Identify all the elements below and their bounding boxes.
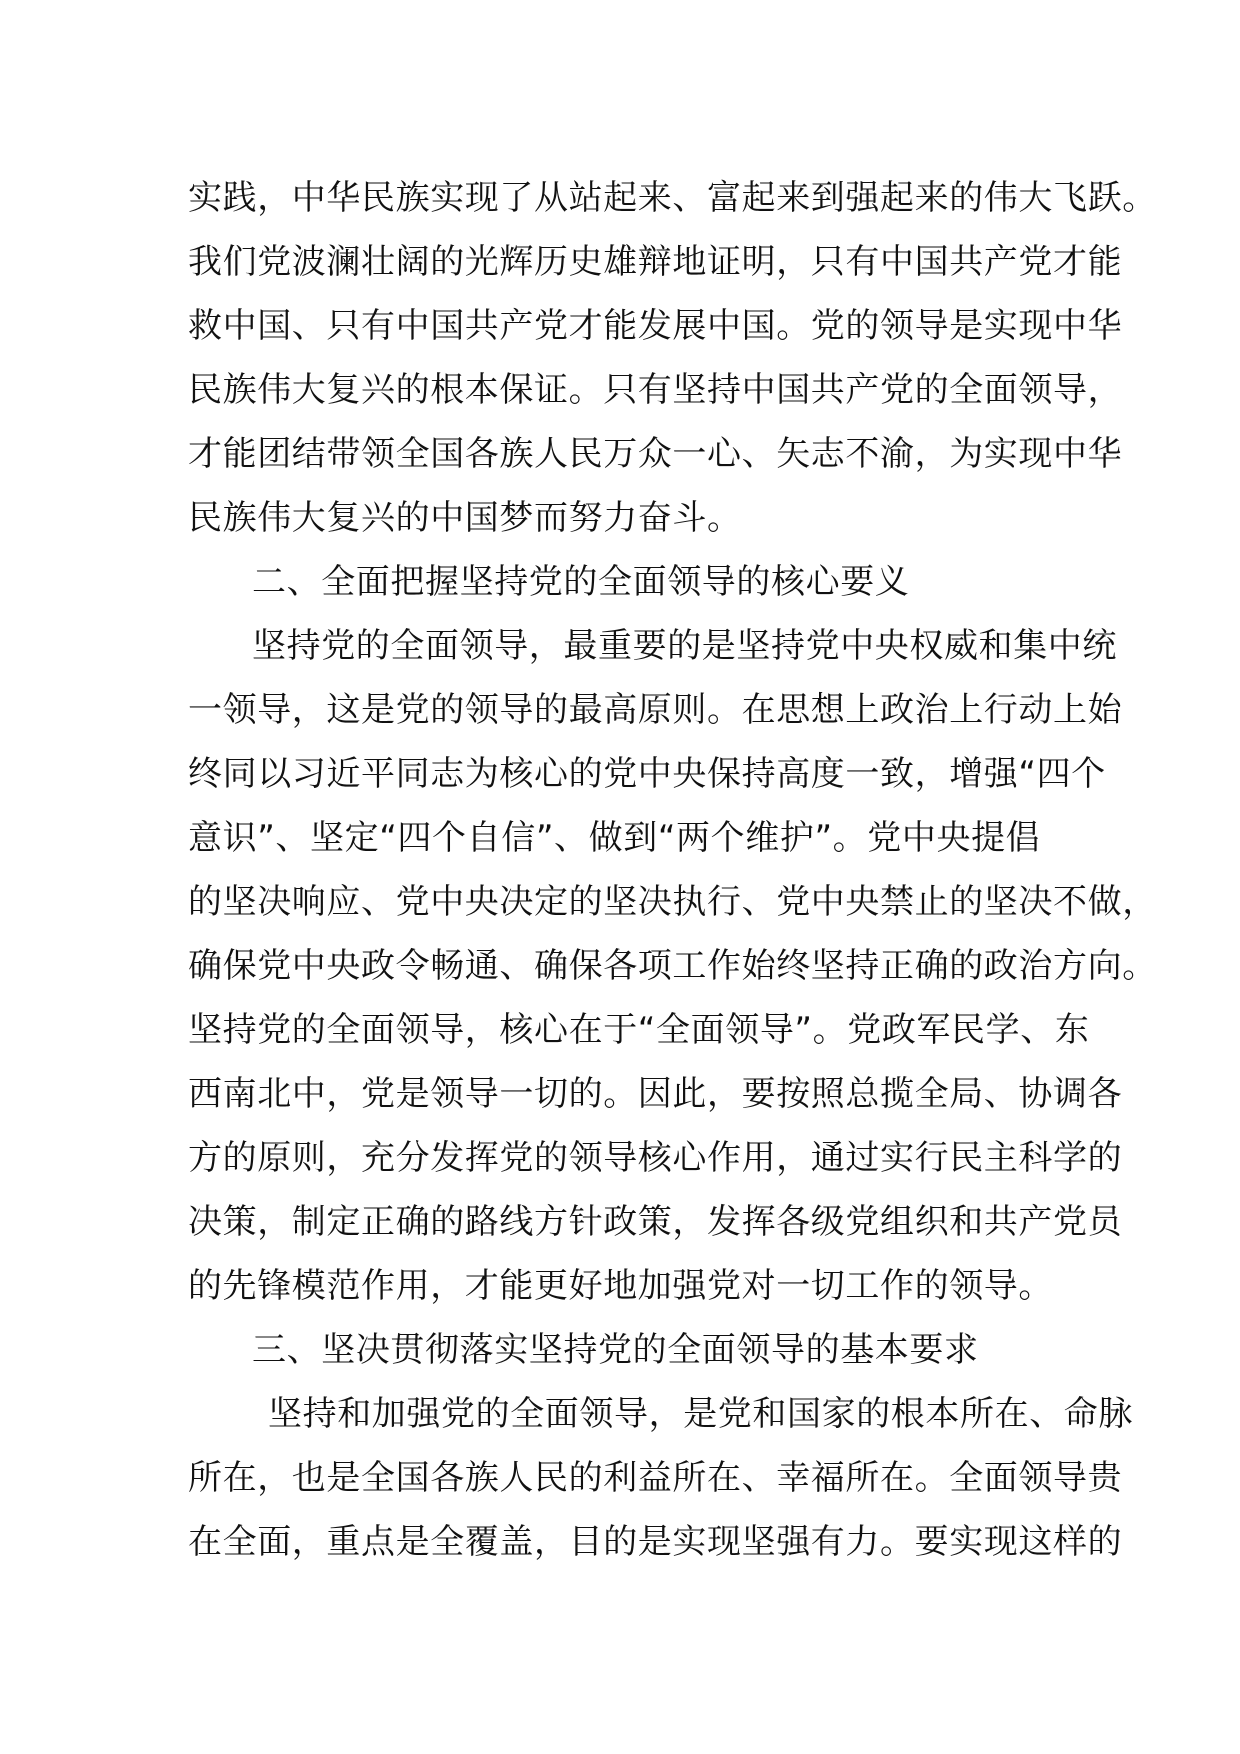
text-line-2: 我们党波澜壮阔的光辉历史雄辩地证明，只有中国共产党才能 xyxy=(188,242,1123,282)
text-line-5: 才能团结带领全国各族人民万众一心、矢志不渝，为实现中华 xyxy=(188,434,1123,474)
text-line-8: 坚持党的全面领导，最重要的是坚持党中央权威和集中统 xyxy=(252,626,1117,666)
text-line-15: 西南北中，党是领导一切的。因此，要按照总揽全局、协调各 xyxy=(188,1074,1123,1114)
text-line-4: 民族伟大复兴的根本保证。只有坚持中国共产党的全面领导， xyxy=(188,370,1123,410)
text-line-11: 意识”、坚定“四个自信”、做到“两个维护”。党中央提倡 xyxy=(188,818,1041,858)
text-line-20: 坚持和加强党的全面领导，是党和国家的根本所在、命脉 xyxy=(268,1394,1133,1434)
text-line-16: 方的原则，充分发挥党的领导核心作用，通过实行民主科学的 xyxy=(188,1138,1123,1178)
text-line-1: 实践，中华民族实现了从站起来、富起来到强起来的伟大飞跃。 xyxy=(188,178,1157,218)
text-line-6: 民族伟大复兴的中国梦而努力奋斗。 xyxy=(188,498,742,538)
text-line-3: 救中国、只有中国共产党才能发展中国。党的领导是实现中华 xyxy=(188,306,1123,346)
text-line-14: 坚持党的全面领导，核心在于“全面领导”。党政军民学、东 xyxy=(188,1010,1090,1050)
text-line-17: 决策，制定正确的路线方针政策，发挥各级党组织和共产党员 xyxy=(188,1202,1123,1242)
text-line-9: 一领导，这是党的领导的最高原则。在思想上政治上行动上始 xyxy=(188,690,1123,730)
text-line-18: 的先锋模范作用，才能更好地加强党对一切工作的领导。 xyxy=(188,1266,1053,1306)
text-line-22: 在全面，重点是全覆盖，目的是实现坚强有力。要实现这样的 xyxy=(188,1522,1123,1562)
text-line-10: 终同以习近平同志为核心的党中央保持高度一致，增强“四个 xyxy=(188,754,1106,794)
text-line-13: 确保党中央政令畅通、确保各项工作始终坚持正确的政治方向。 xyxy=(188,946,1157,986)
text-line-21: 所在，也是全国各族人民的利益所在、幸福所在。全面领导贵 xyxy=(188,1458,1123,1498)
text-line-12: 的坚决响应、党中央决定的坚决执行、党中央禁止的坚决不做， xyxy=(188,882,1157,922)
section-heading-3: 三、坚决贯彻落实坚持党的全面领导的基本要求 xyxy=(252,1330,979,1370)
section-heading-2: 二、全面把握坚持党的全面领导的核心要义 xyxy=(252,562,910,602)
